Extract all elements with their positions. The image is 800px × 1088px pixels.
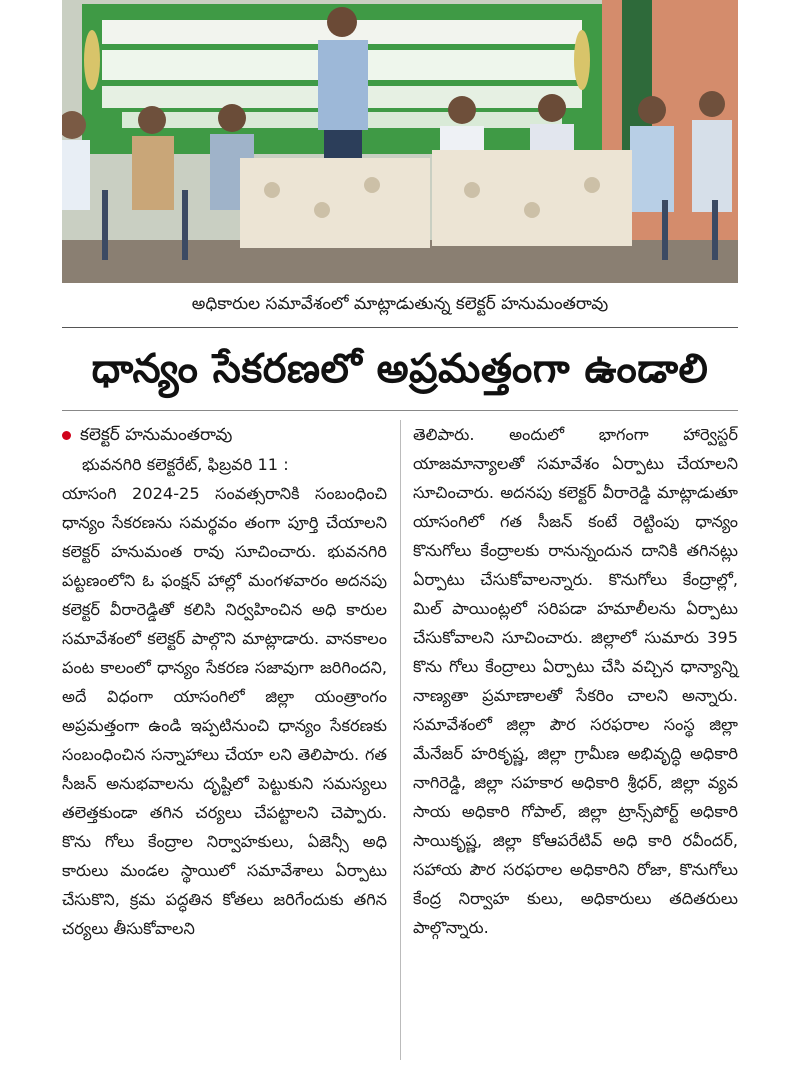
byline-name: కలెక్టర్ హనుమంతరావు: [80, 424, 233, 445]
article-column-right: [413, 420, 738, 942]
article-headline: ధాన్యం సేకరణలో అప్రమత్తంగా ఉండాలి: [91, 346, 709, 392]
photo-caption: అధికారుల సమావేశంలో మాట్లాడుతున్న కలెక్టర్ హనుమంతరావు: [191, 294, 609, 314]
dateline-text: భువనగిరి కలెక్టరేట్, ఫిబ్రవరి 11 :: [82, 455, 289, 474]
article-column-left: [62, 420, 387, 943]
left-column-paragraph: యాసంగి 2024-25 సంవత్సరానికి సంబంధించి ధాన్యం సేకరణను సమర్థవం తంగా పూర్తి చేయాలని కలెక్టర్ హనుమంత రావు సూచించారు. భువనగిరి పట్టణంలోని ఓ ఫంక్షన్ హాల్లో మంగళవారం అదనపు కలెక్టర్ వీరారెడ్డితో కలిసి నిర్వహించిన అధి కారుల సమావేశంలో కలెక్టర్ పాల్గొని మాట్లాడారు. వానకాలం పంట కాలంలో ధాన్యం సేకరణ సజావుగా జరిగిందని, అదే విధంగా యాసంగిలో జిల్లా యంత్రాంగం అప్రమత్తంగా ఉండి ఇప్పటినుంచి ధాన్యం సేకరణకు సంబంధించిన సన్నాహాలు చేయా లని తెలిపారు. గత సీజన్ అనుభవాలను దృష్టిలో పెట్టుకుని సమస్యలు తలెత్తకుండా తగిన చర్యలు చేపట్టాలని చెప్పారు. కొను గోలు కేంద్రాల నిర్వాహకులు, ఏజెన్సీ అధి కారులు మండల స్థాయిలో సమావేశాలు ఏర్పాటు చేసుకొని, క్రమ పద్ధతిన కోతలు జరిగేందుకు తగిన చర్యలు తీసుకోవాలని: [62, 484, 387, 938]
caption-divider: [62, 327, 738, 328]
right-column-paragraph: తెలిపారు. అందులో భాగంగా హార్వెస్టర్ యాజమాన్యాలతో సమావేశం ఏర్పాటు చేయాలని సూచించారు. అదనపు కలెక్టర్ వీరారెడ్డి మాట్లాడుతూ యాసంగిలో గత సీజన్ కంటే రెట్టింపు ధాన్యం కొనుగోలు కేంద్రాలకు రానున్నందున దానికి తగినట్లు ఏర్పాటు చేసుకోవాలన్నారు. కొనుగోలు కేంద్రాల్లో, మిల్ పాయింట్లలో సరిపడా హమాలీలను ఏర్పాటు చేసుకోవాలని సూచించారు. జిల్లాలో సుమారు 395 కొను గోలు కేంద్రాలు ఏర్పాటు చేసి వచ్చిన ధాన్యాన్ని నాణ్యతా ప్రమాణాలతో సేకరిం చాలని అన్నారు. సమావేశంలో జిల్లా పౌర సరఫరాల సంస్థ జిల్లా మేనేజర్ హరికృష్ణ, జిల్లా గ్రామీణ అభివృద్ధి అధికారి నాగిరెడ్డి, జిల్లా సహకార అధికారి శ్రీధర్, జిల్లా వ్యవ సాయ అధికారి గోపాల్, జిల్లా ట్రాన్స్‌పోర్ట్ అధికారి సాయికృష్ణ, జిల్లా కోఆపరేటివ్ అధి కారి రవీందర్, సహాయ పౌర సరఫరాల అధికారిని రోజా, కొనుగోలు కేంద్ర నిర్వాహ కులు, అధికారులు తదితరులు పాల్గొన్నారు.: [413, 425, 738, 937]
headline-divider: [62, 410, 738, 411]
meeting-photo: [62, 0, 738, 283]
column-divider: [400, 420, 401, 1060]
byline: [62, 420, 387, 450]
article-body: [62, 420, 738, 1075]
meeting-photo-icon: [62, 0, 738, 283]
dateline: [62, 450, 387, 479]
bullet-icon: [62, 431, 71, 440]
